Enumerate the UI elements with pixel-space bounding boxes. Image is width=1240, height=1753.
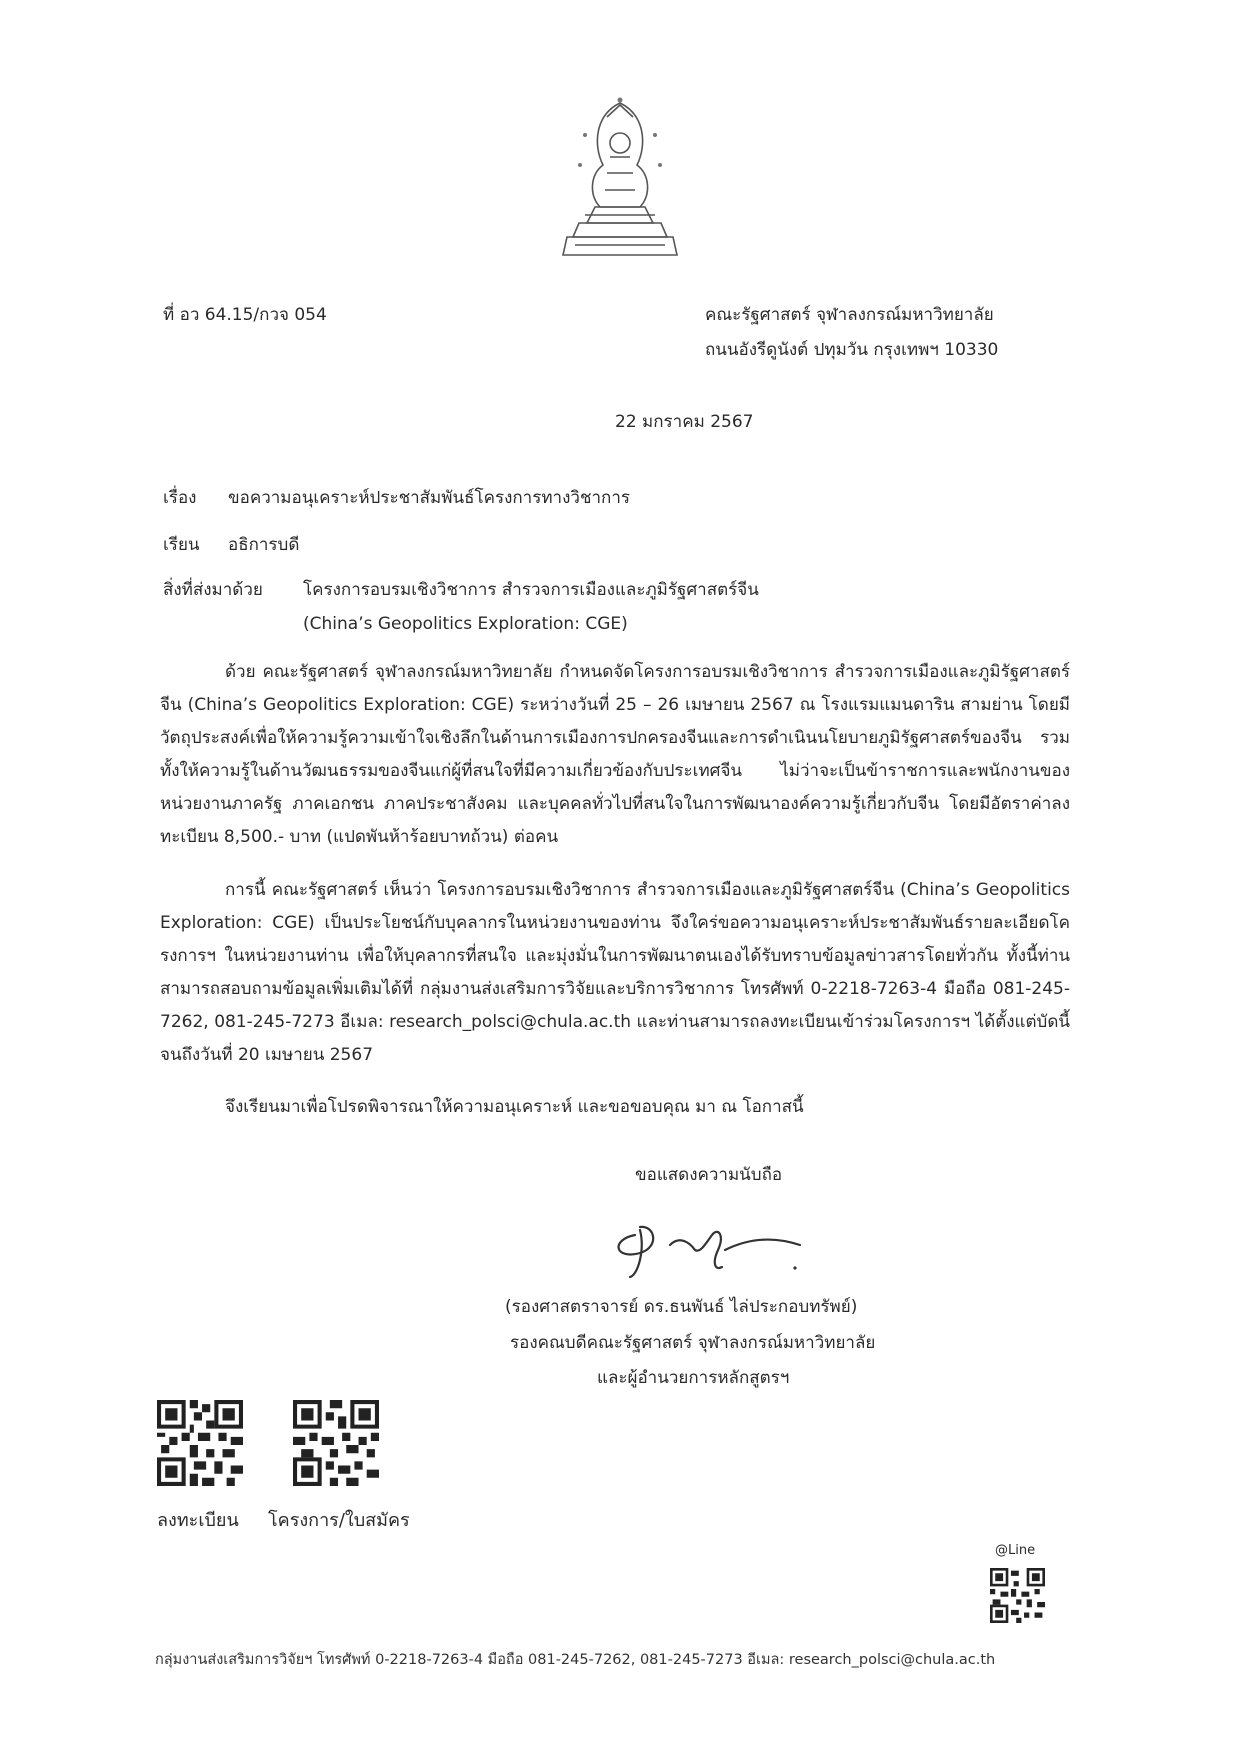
register-qr-label: ลงทะเบียน [157,1510,239,1531]
footer-contact: กลุ่มงานส่งเสริมการวิจัยฯ โทรศัพท์ 0-2218-7263-4 มือถือ 081-245-7262, 081-245-7273 อีเมล: research_polsci@chula.ac.th [155,1652,996,1668]
enclosure-line-2: (China’s Geopolitics Exploration: CGE) [303,614,628,634]
recipient-text: อธิการบดี [228,535,300,555]
handwritten-signature [600,1205,840,1285]
closing-phrase: ขอแสดงความนับถือ [635,1165,783,1185]
organization-name: คณะรัฐศาสตร์ จุฬาลงกรณ์มหาวิทยาลัย [705,305,994,325]
signer-name: (รองศาสตราจารย์ ดร.ธนพันธ์ ไล่ประกอบทรัพย์) [505,1297,858,1317]
register-qr-code[interactable] [157,1400,243,1486]
organization-address: ถนนอังรีดูนังต์ ปทุมวัน กรุงเทพฯ 10330 [705,340,999,360]
signer-title-1: รองคณบดีคณะรัฐศาสตร์ จุฬาลงกรณ์มหาวิทยาลัย [510,1333,876,1353]
body-paragraph-3: จึงเรียนมาเพื่อโปรดพิจารณาให้ความอนุเคราะห์ และขอขอบคุณ มา ณ โอกาสนี้ [225,1097,804,1117]
letter-date: 22 มกราคม 2567 [615,412,754,432]
reference-number: ที่ อว 64.15/กวจ 054 [163,305,327,325]
university-emblem-logo [555,95,685,270]
enclosure-label: สิ่งที่ส่งมาด้วย [163,580,263,600]
line-qr-code[interactable] [990,1568,1045,1623]
subject-text: ขอความอนุเคราะห์ประชาสัมพันธ์โครงการทางวิชาการ [228,488,631,508]
enclosure-line-1: โครงการอบรมเชิงวิชาการ สำรวจการเมืองและภูมิรัฐศาสตร์จีน [303,580,759,600]
signer-title-2: และผู้อำนวยการหลักสูตรฯ [597,1368,790,1388]
body-paragraph-1: ด้วย คณะรัฐศาสตร์ จุฬาลงกรณ์มหาวิทยาลัย กำหนดจัดโครงการอบรมเชิงวิชาการ สำรวจการเมืองและภูมิรัฐศาสตร์จีน (China’s Geopolitics Exploration: CGE) ระหว่างวันที่ 25 – 26 เมษายน 2567 ณ โรงแรมแมนดาริน สามย่าน โดยมีวัตถุประสงค์เพื่อให้ความรู้ความเข้าใจเชิงลึกในด้านการเมืองการปกครองจีนและการดำเนินนโยบายภูมิรัฐศาสตร์ของจีน รวมทั้งให้ความรู้ในด้านวัฒนธรรมของจีนแก่ผู้ที่สนใจที่มีความเกี่ยวข้องกับประเทศจีน ไม่ว่าจะเป็นข้าราชการและพนักงานของหน่วยงานภาครัฐ ภาคเอกชน ภาคประชาสังคม และบุคคลทั่วไปที่สนใจในการพัฒนาองค์ความรู้เกี่ยวกับจีน โดยมีอัตราค่าลงทะเบียน 8,500.- บาท (แปดพันห้าร้อยบาทถ้วน) ต่อคน [160,662,1070,847]
body-paragraph-2: การนี้ คณะรัฐศาสตร์ เห็นว่า โครงการอบรมเชิงวิชาการ สำรวจการเมืองและภูมิรัฐศาสตร์จีน (China’s Geopolitics Exploration: CGE) เป็นประโยชน์กับบุคลากรในหน่วยงานของท่าน จึงใคร่ขอความอนุเคราะห์ประชาสัมพันธ์รายละเอียดโครงการฯ ในหน่วยงานท่าน เพื่อให้บุคลากรที่สนใจ และมุ่งมั่นในการพัฒนาตนเองได้รับทราบข้อมูลข่าวสารโดยทั่วกัน ทั้งนี้ท่านสามารถสอบถามข้อมูลเพิ่มเติมได้ที่ กลุ่มงานส่งเสริมการวิจัยและบริการวิชาการ โทรศัพท์ 0-2218-7263-4 มือถือ 081-245-7262, 081-245-7273 อีเมล: research_polsci@chula.ac.th และท่านสามารถลงทะเบียนเข้าร่วมโครงการฯ ได้ตั้งแต่บัดนี้จนถึงวันที่ 20 เมษายน 2567 [160,880,1070,1065]
recipient-label: เรียน [163,535,200,555]
line-qr-label: @Line [995,1543,1036,1558]
subject-label: เรื่อง [163,488,197,508]
project-qr-code[interactable] [293,1400,379,1486]
project-qr-label: โครงการ/ใบสมัคร [268,1510,410,1531]
